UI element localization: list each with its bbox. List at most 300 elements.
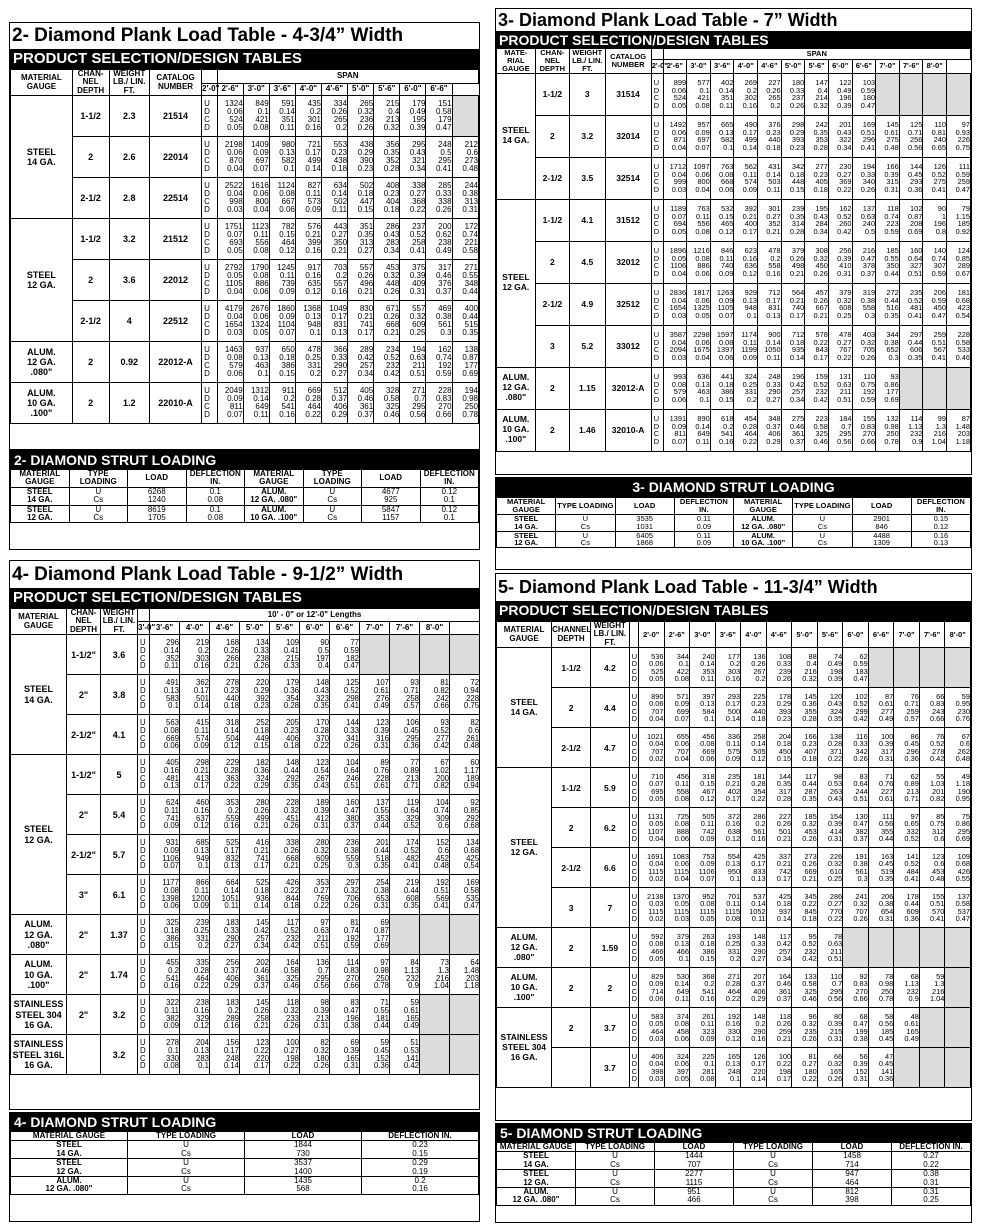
- channel-depth: 2": [67, 795, 101, 835]
- load-cell: 272 0.44 516 0.35: [876, 283, 900, 325]
- section-3-load-table: [495, 8, 972, 475]
- load-cell: 351 0.35 313 0.27: [348, 219, 374, 260]
- strut-cell: 4677 925: [362, 487, 421, 505]
- load-cell: 225 0.23 440 0.18: [741, 688, 767, 728]
- load-cell: 491 0.13 583 0.1: [150, 675, 180, 715]
- load-cell: 192 0.51 569 0.41: [420, 875, 450, 915]
- span-header: 3'-0": [690, 622, 716, 648]
- load-cell: 182 0.36 324 0.29: [240, 755, 270, 795]
- load-cell: 297 0.32 706 0.26: [330, 875, 360, 915]
- channel-depth: 2: [72, 383, 109, 424]
- load-cell: 665 0.13 582 0.1: [710, 115, 734, 157]
- load-cell: 536 0.06 525 0.05: [638, 648, 664, 688]
- load-cell: 553 0.23 438 0.18: [321, 137, 347, 178]
- load-cell: 201 0.43 322 0.34: [828, 115, 852, 157]
- section-3-strut-table: [496, 497, 971, 548]
- load-cell: 123 0.54 267 0.43: [300, 755, 330, 795]
- load-cell: 66 0.83 243 0.66: [919, 688, 945, 728]
- row-key: U D C D: [138, 915, 150, 955]
- load-cell: 229 0.28 363 0.22: [210, 755, 240, 795]
- load-cell: 137 0.58 537 0.47: [945, 888, 971, 928]
- load-cell: 117 0.44 287 0.35: [792, 768, 818, 808]
- strut-header: LOAD: [852, 498, 911, 515]
- load-cell: [945, 1048, 971, 1088]
- strut-cell: U Cs: [556, 514, 615, 531]
- load-cell: 782 0.15 464 0.12: [269, 219, 295, 260]
- strut-cell: 947 464: [813, 1170, 892, 1188]
- channel-depth: 1-1/2: [72, 219, 109, 260]
- strut-header: MATERIAL GAUGE: [497, 1143, 576, 1152]
- span-header: 6'-6": [852, 59, 876, 73]
- material-gauge: STEEL 14 GA.: [11, 96, 73, 219]
- header-channel: CHAN- NEL DEPTH: [535, 49, 569, 74]
- load-cell: 168 0.26 266 0.21: [210, 635, 240, 675]
- strut-cell: U Cs: [128, 1159, 245, 1177]
- load-cell: 2792 0.05 1105 0.04: [217, 260, 243, 301]
- strut-cell: STEEL 14 GA.: [497, 514, 556, 531]
- load-cell: 220 0.29 392 0.23: [240, 675, 270, 715]
- load-cell: 109 0.68 426 0.55: [945, 848, 971, 888]
- load-cell: 664 0.14 1051 0.11: [210, 875, 240, 915]
- load-cell: 148 0.43 323 0.35: [300, 675, 330, 715]
- catalog-number: 22014: [149, 137, 201, 178]
- strut-cell: U Cs: [69, 487, 128, 505]
- material-gauge: ALUM. 12 GA. .080": [11, 915, 67, 955]
- load-cell: 254 0.38 653 0.31: [360, 875, 390, 915]
- load-cell: 79 1.15 185 0.92: [947, 199, 971, 241]
- catalog-number: 32012-A: [605, 367, 651, 409]
- load-cell: 289 0.42 257 0.34: [348, 342, 374, 383]
- load-cell: 375 0.39 409 0.31: [400, 260, 426, 301]
- load-cell: 83 0.64 244 0.51: [843, 768, 869, 808]
- load-cell: 993 0.08 579 0.06: [663, 367, 687, 409]
- channel-depth: 2-1/2: [72, 178, 109, 219]
- load-cell: 235 0.21 402 0.17: [715, 768, 741, 808]
- row-key: U D C D: [651, 241, 663, 283]
- load-cell: 2676 0.06 1324 0.05: [243, 301, 269, 342]
- span-header: 7'-0": [894, 622, 920, 648]
- load-cell: 100 0.27 198 0.22: [270, 1035, 300, 1075]
- header-channel: CHAN- NEL DEPTH: [67, 609, 101, 635]
- table-row: [497, 1170, 971, 1188]
- load-cell: 265 0.32 236 0.26: [348, 96, 374, 137]
- channel-depth: 2-1/2: [535, 157, 569, 199]
- load-cell: [894, 648, 920, 688]
- span-header: 4'-6": [758, 59, 782, 73]
- strut-cell: 1444 707: [655, 1152, 734, 1170]
- load-cell: 917 0.16 635 0.12: [295, 260, 321, 301]
- load-cell: 554 0.13 950 0.1: [715, 848, 741, 888]
- table-row: [11, 755, 480, 795]
- table-row: [11, 96, 479, 137]
- channel-depth: 2-1/2: [72, 301, 109, 342]
- load-cell: 170 0.28 370 0.22: [300, 715, 330, 755]
- load-cell: 308 0.32 450 0.26: [805, 241, 829, 283]
- channel-depth: 2: [72, 260, 109, 301]
- section-3-subtitle: PRODUCT SELECTION/DESIGN TABLES: [496, 31, 971, 48]
- load-cell: 849 0.1 421 0.08: [243, 96, 269, 137]
- strut-cell: 4488 1309: [852, 531, 911, 548]
- weight: 3.2: [109, 219, 149, 260]
- load-cell: 438 0.29 390 0.23: [348, 137, 374, 178]
- row-key: U D C D: [138, 1035, 150, 1075]
- load-cell: 890 0.06 707 0.04: [638, 688, 664, 728]
- channel-depth: 2: [552, 968, 591, 1008]
- load-cell: 114 1.13 232 0.9: [899, 409, 923, 451]
- load-cell: 192 0.16 330 0.12: [715, 1008, 741, 1048]
- material-gauge: ALUM. 10 GA. .100": [497, 968, 552, 1008]
- strut-cell: U Cs: [793, 531, 852, 548]
- load-cell: 132 0.98 250 0.78: [876, 409, 900, 451]
- load-cell: 669 0.28 464 0.22: [295, 383, 321, 424]
- load-cell: 126 0.17 220 0.14: [741, 1048, 767, 1088]
- row-key: U D C D: [651, 73, 663, 115]
- catalog-number: 33012: [605, 325, 651, 367]
- load-cell: [420, 1035, 450, 1075]
- load-cell: 145 0.42 257 0.34: [240, 915, 270, 955]
- catalog-number: 32514: [605, 157, 651, 199]
- load-cell: 295 0.43 321 0.34: [400, 137, 426, 178]
- load-cell: 1245 0.11 739 0.09: [269, 260, 295, 301]
- load-cell: 337 0.21 742 0.17: [766, 848, 792, 888]
- load-cell: 379 0.26 498 0.21: [781, 241, 805, 283]
- load-cell: 269 0.2 302 0.16: [734, 73, 758, 115]
- load-cell: 397 0.13 584 0.1: [690, 688, 716, 728]
- span-header: 8'-0": [945, 622, 971, 648]
- strut-header: TYPE LOADING: [303, 470, 362, 488]
- load-cell: [420, 635, 450, 675]
- span-header: 7'-6": [390, 622, 420, 635]
- load-cell: 405 0.16 481 0.13: [150, 755, 180, 795]
- strut-cell: 0.11 0.09: [674, 514, 733, 531]
- table-row: [11, 260, 479, 301]
- strut-cell: 2901 846: [852, 514, 911, 531]
- catalog-number: 31512: [605, 199, 651, 241]
- header-catalog: CATALOG NUMBER: [605, 49, 651, 74]
- load-cell: 1790 0.08 886 0.06: [243, 260, 269, 301]
- section-3-strut: [495, 477, 972, 570]
- section-5-table: [496, 621, 971, 1088]
- load-cell: 66 0.32 165 0.26: [817, 1048, 843, 1088]
- load-cell: 406 0.04 398 0.03: [638, 1048, 664, 1088]
- section-2-table: [10, 69, 479, 424]
- load-cell: 178 0.44 609 0.36: [894, 888, 920, 928]
- channel-depth: 2: [535, 115, 569, 157]
- material-gauge: STEEL 12 GA.: [11, 755, 67, 915]
- load-cell: 110 0.81 240 0.65: [923, 115, 947, 157]
- load-cell: 271 0.55 348 0.44: [452, 260, 478, 301]
- load-cell: 280 0.32 609 0.25: [300, 835, 330, 875]
- load-cell: 152 0.6 452 0.48: [420, 835, 450, 875]
- span-header: 6'-0": [828, 59, 852, 73]
- weight: 3.2: [101, 1035, 138, 1075]
- load-cell: 1616 0.06 800 0.04: [243, 178, 269, 219]
- load-cell: 478 0.25 331 0.2: [295, 342, 321, 383]
- load-cell: 525 0.17 832 0.13: [210, 835, 240, 875]
- strut-cell: U Cs: [734, 1187, 813, 1205]
- load-cell: 106 0.45 295 0.36: [390, 715, 420, 755]
- load-cell: 212 0.6 273 0.48: [452, 137, 478, 178]
- load-cell: 416 0.21 741 0.17: [240, 835, 270, 875]
- channel-depth: 2: [552, 1008, 591, 1048]
- load-cell: 89 0.76 228 0.61: [360, 755, 390, 795]
- load-cell: 154 0.39 414 0.31: [817, 808, 843, 848]
- load-cell: 86 0.45 296 0.36: [894, 728, 920, 768]
- load-cell: 202 0.46 361 0.37: [240, 955, 270, 995]
- row-key: U D C D: [651, 283, 663, 325]
- weight: 2: [590, 968, 629, 1008]
- header-weight: WEIGHT LB./ LIN. FT.: [590, 622, 629, 648]
- load-cell: 88 0.4 216 0.32: [792, 648, 818, 688]
- catalog-number: 22012-A: [149, 342, 201, 383]
- row-key: U D C D: [202, 96, 217, 137]
- load-cell: 81 0.82 242 0.66: [420, 675, 450, 715]
- span-header: 4'-6": [210, 622, 240, 635]
- channel-depth: 3": [67, 875, 101, 915]
- load-cell: 134 0.33 238 0.26: [240, 635, 270, 675]
- load-cell: 2198 0.06 870 0.04: [217, 137, 243, 178]
- load-cell: 144 0.33 341 0.26: [330, 715, 360, 755]
- load-cell: [420, 995, 450, 1035]
- load-cell: 1817 0.06 1325 0.05: [687, 283, 711, 325]
- load-cell: 118 0.74 223 0.59: [876, 199, 900, 241]
- load-cell: 248 0.33 290 0.27: [758, 367, 782, 409]
- section-2-strut-title: 2- DIAMOND STRUT LOADING: [10, 451, 479, 469]
- load-cell: 256 0.37 406 0.29: [210, 955, 240, 995]
- load-cell: 67 0.6 262 0.48: [945, 728, 971, 768]
- row-key: U D C D: [629, 848, 638, 888]
- load-cell: 301 0.27 352 0.21: [758, 199, 782, 241]
- load-cell: [919, 928, 945, 968]
- load-cell: 591 0.14 351 0.11: [269, 96, 295, 137]
- load-cell: 62 0.89 213 0.71: [894, 768, 920, 808]
- row-key: U D C D: [202, 219, 217, 260]
- table-row: [497, 115, 971, 157]
- load-cell: 55 1.03 201 0.82: [919, 768, 945, 808]
- table-row: [497, 968, 971, 1008]
- channel-depth: 1-1/2: [552, 648, 591, 688]
- load-cell: 49 1.18 190 0.95: [945, 768, 971, 808]
- load-cell: 275 0.46 361 0.37: [781, 409, 805, 451]
- load-cell: 136 0.26 267 0.2: [741, 648, 767, 688]
- strut-cell: U Cs: [734, 1152, 813, 1170]
- table-row: [497, 199, 971, 241]
- load-cell: [390, 915, 420, 955]
- load-cell: 93 0.86 177 0.69: [876, 367, 900, 409]
- strut-cell: 3537 1400: [245, 1159, 362, 1177]
- load-cell: 829 0.09 714 0.06: [638, 968, 664, 1008]
- weight: 6.2: [590, 808, 629, 848]
- table-row: [497, 1152, 971, 1170]
- load-cell: [919, 1048, 945, 1088]
- channel-depth: 2": [67, 955, 101, 995]
- load-cell: 98 0.39 213 0.31: [300, 995, 330, 1035]
- load-cell: 131 0.63 211 0.51: [828, 367, 852, 409]
- load-cell: 90 0.5 197 0.4: [300, 635, 330, 675]
- span-header: 5'-0": [240, 622, 270, 635]
- load-cell: 900 0.14 1050 0.11: [758, 325, 782, 367]
- load-cell: 215 0.4 213 0.32: [374, 96, 400, 137]
- span-header: 6'-0": [400, 84, 426, 96]
- span-header: 4'-0": [741, 622, 767, 648]
- load-cell: 163 0.45 519 0.35: [868, 848, 894, 888]
- load-cell: 145 0.26 258 0.21: [240, 995, 270, 1035]
- material-gauge: STEEL 14 GA.: [11, 635, 67, 755]
- strut-header: MATERIAL GAUGE: [497, 498, 556, 515]
- load-cell: 240 0.14 353 0.11: [690, 648, 716, 688]
- load-cell: 1131 0.05 1107 0.04: [638, 808, 664, 848]
- strut-header: LOAD: [615, 498, 674, 515]
- section-3-table: [496, 48, 971, 452]
- load-cell: 685 0.13 949 0.1: [180, 835, 210, 875]
- span-header: 6'-0": [843, 622, 869, 648]
- load-cell: 148 0.44 292 0.35: [270, 755, 300, 795]
- table-row: [11, 715, 480, 755]
- load-cell: 123 0.6 453 0.48: [919, 848, 945, 888]
- load-cell: 298 0.21 413 0.17: [180, 755, 210, 795]
- table-row: [497, 1008, 971, 1048]
- strut-header: DEFLECTION IN.: [892, 1143, 971, 1152]
- table-row: [11, 995, 480, 1035]
- section-5-title: 5- Diamond Plank Load Table - 11-3/4” Width: [496, 574, 971, 601]
- weight: 4.7: [590, 728, 629, 768]
- strut-cell: 6405 1868: [615, 531, 674, 548]
- row-key: U D C D: [202, 137, 217, 178]
- load-cell: 228 0.32 451 0.26: [270, 795, 300, 835]
- load-cell: 93 0.71 258 0.57: [390, 675, 420, 715]
- load-cell: 164 0.46 361 0.37: [766, 968, 792, 1008]
- load-cell: 460 0.16 637 0.12: [180, 795, 210, 835]
- load-cell: 537 0.14 1052 0.11: [741, 888, 767, 928]
- strut-cell: 0.23 0.15: [362, 1141, 479, 1159]
- load-cell: 929 0.13 948 0.1: [734, 283, 758, 325]
- table-row: [497, 367, 971, 409]
- load-cell: 181 0.68 423 0.54: [947, 283, 971, 325]
- span-header: 7'-0": [360, 622, 390, 635]
- load-cell: 624 0.11 741 0.09: [150, 795, 180, 835]
- channel-depth: 2-1/2": [67, 715, 101, 755]
- weight: 3.7: [590, 1048, 629, 1088]
- load-cell: 194 0.98 250 0.78: [452, 383, 478, 424]
- load-cell: 185 0.55 350 0.44: [876, 241, 900, 283]
- table-row: [497, 157, 971, 199]
- load-cell: 69 0.87 177 0.69: [360, 915, 390, 955]
- load-cell: 328 0.58 325 0.46: [374, 383, 400, 424]
- load-cell: 102 0.87 208 0.69: [899, 199, 923, 241]
- load-cell: 353 0.2 559 0.16: [210, 795, 240, 835]
- load-cell: 134 0.68 425 0.54: [450, 835, 480, 875]
- load-cell: 655 0.06 707 0.04: [664, 728, 690, 768]
- load-cell: 117 0.52 232 0.42: [270, 915, 300, 955]
- load-cell: 108 0.33 239 0.26: [766, 648, 792, 688]
- header-material: MATERIAL GAUGE: [11, 609, 67, 635]
- strut-cell: ALUM. 10 GA. .100": [245, 505, 304, 523]
- load-cell: 319 0.38 558 0.3: [852, 283, 876, 325]
- channel-depth: 3: [535, 325, 569, 367]
- load-cell: 286 0.27 770 0.22: [817, 888, 843, 928]
- load-cell: 1124 0.08 667 0.06: [269, 178, 295, 219]
- load-cell: [947, 73, 971, 115]
- catalog-number: 21514: [149, 96, 201, 137]
- load-cell: 402 0.14 351 0.11: [710, 73, 734, 115]
- load-cell: 456 0.11 558 0.08: [664, 768, 690, 808]
- catalog-number: 21512: [149, 219, 201, 260]
- load-cell: 193 0.25 331 0.2: [715, 928, 741, 968]
- load-cell: 207 0.37 406 0.29: [741, 968, 767, 1008]
- catalog-number: 32010-A: [605, 409, 651, 451]
- load-cell: 77 0.59 182 0.47: [330, 635, 360, 675]
- strut-cell: STEEL 14 GA.: [497, 1152, 576, 1170]
- load-cell: 1083 0.06 1115 0.04: [664, 848, 690, 888]
- load-cell: 286 0.43 283 0.34: [374, 219, 400, 260]
- row-key: U D C D: [651, 325, 663, 367]
- weight: 2.8: [109, 178, 149, 219]
- table-row: [497, 325, 971, 367]
- load-cell: 252 0.18 449 0.15: [240, 715, 270, 755]
- load-cell: 76 0.52 278 0.42: [919, 728, 945, 768]
- load-cell: 763 0.08 668 0.06: [710, 157, 734, 199]
- load-cell: 490 0.17 499 0.14: [734, 115, 758, 157]
- load-cell: [945, 968, 971, 1008]
- strut-cell: 0.12 0.1: [420, 505, 479, 523]
- load-cell: 92 0.85 292 0.68: [450, 795, 480, 835]
- catalog-number: 22012: [149, 260, 201, 301]
- load-cell: 114 0.83 270 0.66: [330, 955, 360, 995]
- span-header: 7'-6": [919, 622, 945, 648]
- load-cell: 899 0.06 524 0.05: [663, 73, 687, 115]
- load-cell: 443 0.27 350 0.21: [321, 219, 347, 260]
- load-cell: 137 0.63 240 0.5: [852, 199, 876, 241]
- load-cell: 441 0.18 386 0.15: [710, 367, 734, 409]
- load-cell: 453 0.32 448 0.26: [374, 260, 400, 301]
- strut-header: DEFLECTION IN.: [362, 1132, 479, 1141]
- span-header: 4'-0": [295, 84, 321, 96]
- load-cell: 1712 0.04 999 0.03: [663, 157, 687, 199]
- load-cell: 62 0.59 183 0.47: [843, 648, 869, 688]
- section-3-title: 3- Diamond Plank Load Table - 7” Width: [496, 9, 971, 31]
- load-cell: 180 0.33 237 0.26: [781, 73, 805, 115]
- weight: 5: [101, 755, 138, 795]
- channel-depth: 2: [72, 342, 109, 383]
- section-4-subtitle: PRODUCT SELECTION/DESIGN TABLES: [10, 588, 479, 608]
- load-cell: 72 0.94 228 0.75: [450, 675, 480, 715]
- strut-header: DEFLECTION IN.: [674, 498, 733, 515]
- load-cell: 636 0.13 463 0.1: [687, 367, 711, 409]
- span-header: 3'-6": [269, 84, 295, 96]
- load-cell: 97 0.98 250 0.78: [360, 955, 390, 995]
- load-cell: 144 0.45 293 0.36: [899, 157, 923, 199]
- load-cell: 335 0.28 464 0.22: [180, 955, 210, 995]
- load-cell: 87 0.61 277 0.49: [868, 688, 894, 728]
- load-cell: [919, 648, 945, 688]
- strut-header: DEFLECTION IN.: [911, 498, 970, 515]
- strut-cell: U Cs: [556, 531, 615, 548]
- load-cell: 392 0.21 400 0.17: [734, 199, 758, 241]
- weight: 4.4: [590, 688, 629, 728]
- load-cell: 172 0.74 221 0.58: [452, 219, 478, 260]
- load-cell: 239 0.25 331 0.2: [180, 915, 210, 955]
- load-cell: 366 0.33 290 0.27: [321, 342, 347, 383]
- load-cell: 571 0.09 699 0.07: [664, 688, 690, 728]
- channel-depth: 2-1/2: [552, 848, 591, 888]
- load-cell: 93 0.52 277 0.42: [420, 715, 450, 755]
- load-cell: 583 0.05 464 0.03: [638, 1008, 664, 1048]
- load-cell: 181 0.28 354 0.22: [741, 768, 767, 808]
- load-cell: 827 0.11 573 0.09: [295, 178, 321, 219]
- weight: 1.15: [570, 367, 605, 409]
- load-cell: 156 0.17 248 0.14: [210, 1035, 240, 1075]
- load-cell: 562 0.11 574 0.09: [734, 157, 758, 199]
